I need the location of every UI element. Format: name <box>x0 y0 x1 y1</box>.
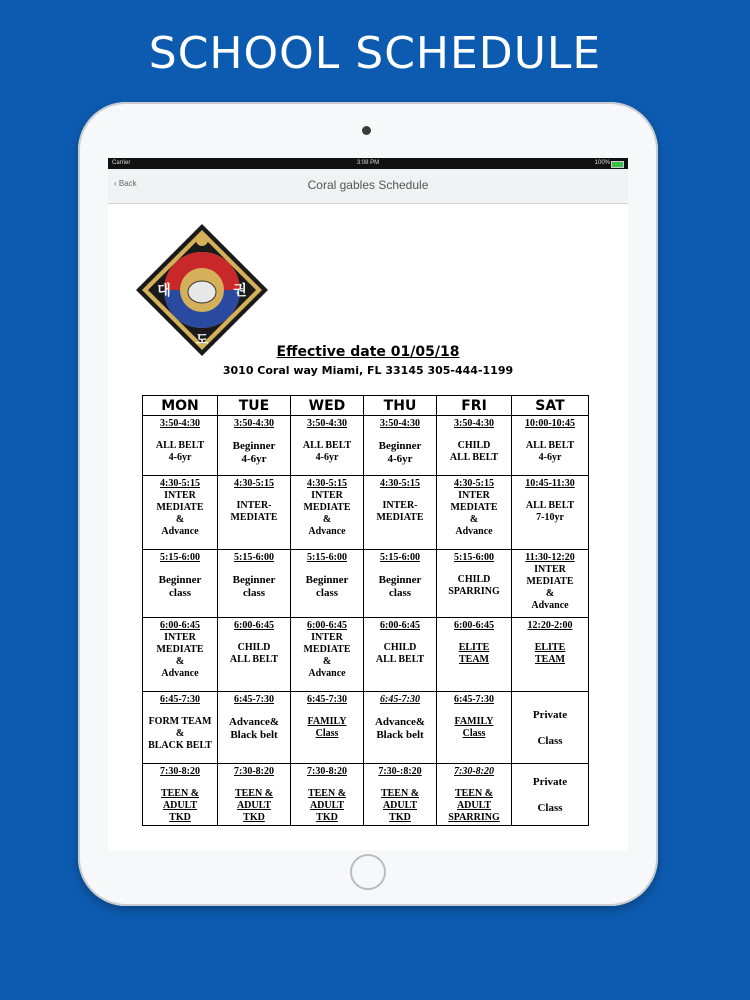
class-time: 12:20-2:00 <box>527 620 573 631</box>
schedule-cell <box>143 618 218 692</box>
class-name: Advance& Black belt <box>228 716 280 741</box>
class-name: INTER MEDIATE & Advance <box>450 490 498 537</box>
class-time: 5:15-6:00 <box>380 552 420 563</box>
class-name: ELITE TEAM <box>534 642 566 665</box>
class-name: Advance& Black belt <box>374 716 426 741</box>
nav-bar <box>108 169 628 204</box>
class-name: ELITE TEAM <box>458 642 490 665</box>
class-time: 6:00-6:45 <box>234 620 274 631</box>
effective-date: Effective date 01/05/18 <box>276 344 460 360</box>
class-time: 6:45-7:30 <box>160 694 200 705</box>
class-time: 4:30-5:15 <box>160 478 200 489</box>
day-header: FRI <box>437 396 512 416</box>
schedule-row <box>143 550 589 618</box>
class-name: INTER MEDIATE & Advance <box>526 564 574 611</box>
school-address: 3010 Coral way Miami, FL 33145 305-444-1199 <box>222 364 514 377</box>
schedule-cell <box>364 550 437 618</box>
class-name: ALL BELT 4-6yr <box>525 440 575 463</box>
class-time: 3:50-4:30 <box>234 418 274 429</box>
logo-char-bottom: 도 <box>195 333 209 348</box>
class-time: 11:30-12:20 <box>525 552 575 563</box>
schedule-cell <box>291 618 364 692</box>
schedule-cell <box>143 692 218 764</box>
class-time: 5:15-6:00 <box>160 552 200 563</box>
class-time: 6:00-6:45 <box>454 620 494 631</box>
class-time: 4:30-5:15 <box>307 478 347 489</box>
class-time: 7:30-8:20 <box>454 766 494 777</box>
class-time: 6:45-7:30 <box>234 694 274 705</box>
schedule-cell <box>218 764 291 826</box>
schedule-row <box>143 416 589 476</box>
schedule-cell <box>218 618 291 692</box>
class-name: INTER MEDIATE & Advance <box>156 632 204 679</box>
day-header: TUE <box>218 396 291 416</box>
schedule-cell <box>364 692 437 764</box>
class-name: INTER MEDIATE & Advance <box>303 490 351 537</box>
schedule-cell <box>512 416 589 476</box>
class-name: INTER MEDIATE & Advance <box>156 490 204 537</box>
class-name: TEEN & ADULT SPARRING <box>448 788 500 823</box>
class-name: CHILD ALL BELT <box>229 642 279 665</box>
class-name: FAMILY Class <box>307 716 347 739</box>
class-name: Beginner class <box>232 574 276 599</box>
class-name: FAMILY Class <box>454 716 494 739</box>
schedule-cell <box>143 416 218 476</box>
schedule-cell <box>437 416 512 476</box>
home-button[interactable] <box>350 854 386 890</box>
schedule-cell <box>218 416 291 476</box>
schedule-cell <box>512 692 589 764</box>
status-bar <box>108 158 628 169</box>
class-time: 3:50-4:30 <box>380 418 420 429</box>
class-time: 3:50-4:30 <box>454 418 494 429</box>
class-time: 7:30-8:20 <box>160 766 200 777</box>
class-name: ALL BELT 4-6yr <box>302 440 352 463</box>
class-time: 3:50-4:30 <box>307 418 347 429</box>
schedule-cell <box>291 764 364 826</box>
status-time: 3:08 PM <box>356 160 380 166</box>
class-time: 7:30-8:20 <box>307 766 347 777</box>
banner-title: SCHOOL SCHEDULE <box>148 28 602 79</box>
day-header: MON <box>143 396 218 416</box>
class-time: 7:30-:8:20 <box>378 766 422 777</box>
class-name: Beginner class <box>305 574 349 599</box>
class-time: 10:45-11:30 <box>525 478 575 489</box>
class-name: CHILD SPARRING <box>448 574 500 597</box>
nav-title: Coral gables Schedule <box>307 178 429 192</box>
day-header: WED <box>291 396 364 416</box>
schedule-row <box>143 692 589 764</box>
class-name: CHILD ALL BELT <box>375 642 425 665</box>
schedule-cell <box>437 692 512 764</box>
schedule-cell <box>512 550 589 618</box>
camera-dot <box>362 126 371 135</box>
schedule-cell <box>512 618 589 692</box>
schedule-cell <box>218 692 291 764</box>
class-name: Beginner 4-6yr <box>232 440 276 465</box>
schedule-cell <box>437 550 512 618</box>
schedule-table <box>142 395 589 826</box>
class-time: 6:00-6:45 <box>380 620 420 631</box>
schedule-cell <box>291 416 364 476</box>
class-time: 5:15-6:00 <box>234 552 274 563</box>
schedule-cell <box>143 476 218 550</box>
schedule-cell <box>364 476 437 550</box>
schedule-cell <box>512 764 589 826</box>
schedule-row <box>143 764 589 826</box>
school-logo-icon <box>134 222 270 358</box>
schedule-cell <box>143 764 218 826</box>
schedule-cell <box>291 550 364 618</box>
class-time: 6:45-7:30 <box>307 694 347 705</box>
class-name: ALL BELT 7-10yr <box>525 500 575 523</box>
class-time: 6:00-6:45 <box>307 620 347 631</box>
class-name: TEEN & ADULT TKD <box>307 788 347 823</box>
carrier-label: Carrier <box>112 160 131 166</box>
tablet-frame <box>78 102 658 906</box>
class-name: Beginner class <box>158 574 202 599</box>
day-header: THU <box>364 396 437 416</box>
schedule-cell <box>218 476 291 550</box>
schedule-cell <box>437 618 512 692</box>
class-time: 4:30-5:15 <box>454 478 494 489</box>
schedule-cell <box>218 550 291 618</box>
class-name: TEEN & ADULT TKD <box>160 788 200 823</box>
battery-percent: 100% <box>594 160 610 166</box>
class-name: CHILD ALL BELT <box>449 440 499 463</box>
class-name: TEEN & ADULT TKD <box>380 788 420 823</box>
class-name: Beginner 4-6yr <box>378 440 422 465</box>
schedule-cell <box>364 618 437 692</box>
class-time: 4:30-5:15 <box>380 478 420 489</box>
schedule-cell <box>512 476 589 550</box>
class-time: 5:15-6:00 <box>454 552 494 563</box>
schedule-cell <box>291 476 364 550</box>
class-time: 7:30-8:20 <box>234 766 274 777</box>
class-name: INTER- MEDIATE <box>230 500 278 523</box>
class-time: 6:00-6:45 <box>160 620 200 631</box>
schedule-cell <box>364 416 437 476</box>
tablet-screen <box>108 158 628 850</box>
class-time: 6:45-7:30 <box>380 694 420 705</box>
class-name: INTER- MEDIATE <box>376 500 424 523</box>
class-time: 5:15-6:00 <box>307 552 347 563</box>
class-name: TEEN & ADULT TKD <box>234 788 274 823</box>
battery-icon <box>611 161 624 168</box>
schedule-cell <box>364 764 437 826</box>
class-name: ALL BELT 4-6yr <box>155 440 205 463</box>
schedule-row <box>143 476 589 550</box>
schedule-cell <box>143 550 218 618</box>
class-time: 6:45-7:30 <box>454 694 494 705</box>
schedule-cell <box>291 692 364 764</box>
schedule-document[interactable] <box>108 204 628 850</box>
class-name: FORM TEAM & BLACK BELT <box>148 716 212 751</box>
class-name: Private Class <box>532 709 568 747</box>
class-name: INTER MEDIATE & Advance <box>303 632 351 679</box>
back-label: Back <box>118 179 137 188</box>
schedule-row <box>143 618 589 692</box>
schedule-header-row <box>143 396 589 416</box>
class-name: Private Class <box>532 776 568 814</box>
logo-char-left: 대 <box>157 283 171 299</box>
schedule-cell <box>437 764 512 826</box>
day-header: SAT <box>512 396 589 416</box>
class-time: 4:30-5:15 <box>234 478 274 489</box>
class-time: 10:00-10:45 <box>525 418 575 429</box>
schedule-cell <box>437 476 512 550</box>
class-name: Beginner class <box>378 574 422 599</box>
class-time: 3:50-4:30 <box>160 418 200 429</box>
logo-char-right: 권 <box>233 283 247 299</box>
chevron-left-icon: ‹ <box>114 179 119 188</box>
